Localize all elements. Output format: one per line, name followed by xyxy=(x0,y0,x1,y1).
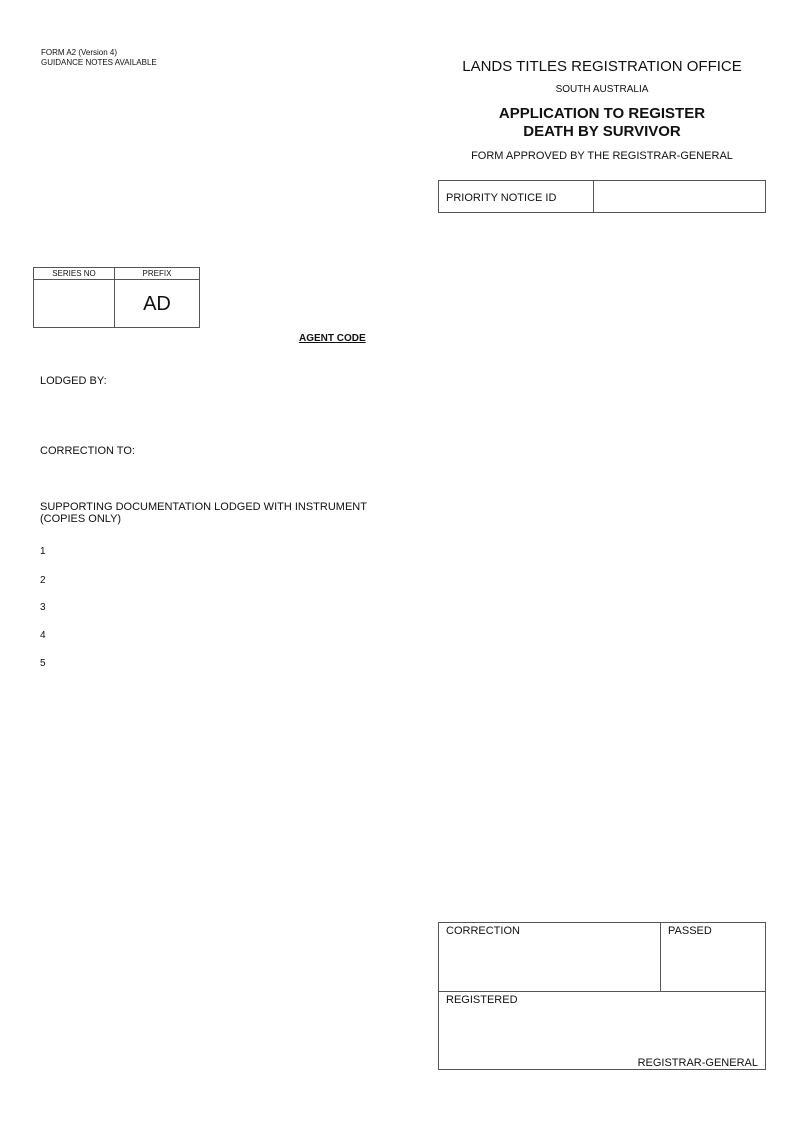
correction-cell xyxy=(439,923,661,992)
form-identifier xyxy=(41,48,157,68)
document-item-number: 2 xyxy=(40,575,46,586)
series-column xyxy=(34,268,115,327)
prefix-value: AD xyxy=(143,293,171,315)
form-title xyxy=(438,105,766,141)
correction-to-label: CORRECTION TO: xyxy=(40,445,135,457)
registered-cell xyxy=(439,992,765,1069)
supporting-line2: (COPIES ONLY) xyxy=(40,513,122,525)
office-title: LANDS TITLES REGISTRATION OFFICE xyxy=(462,58,742,75)
registered-label: REGISTERED xyxy=(446,994,518,1006)
series-no-label: SERIES NO xyxy=(34,268,114,280)
lodged-by-label: LODGED BY: xyxy=(40,375,107,387)
priority-notice-box xyxy=(438,180,766,213)
priority-notice-field[interactable] xyxy=(594,181,765,212)
guidance-notes: GUIDANCE NOTES AVAILABLE xyxy=(41,58,157,67)
form-approved-note: FORM APPROVED BY THE REGISTRAR-GENERAL xyxy=(471,150,733,162)
series-prefix-box xyxy=(33,267,200,328)
agent-code-label: AGENT CODE xyxy=(299,333,366,344)
passed-cell xyxy=(661,923,765,992)
series-no-field[interactable] xyxy=(34,280,114,328)
office-use-box xyxy=(438,922,766,1070)
passed-label: PASSED xyxy=(668,925,712,937)
correction-label: CORRECTION xyxy=(446,925,520,937)
office-state: SOUTH AUSTRALIA xyxy=(555,84,649,95)
priority-notice-label: PRIORITY NOTICE ID xyxy=(439,181,594,212)
document-item-number: 4 xyxy=(40,630,46,641)
prefix-column xyxy=(115,268,199,327)
registrar-general-label: REGISTRAR-GENERAL xyxy=(637,1057,758,1069)
document-item-number: 5 xyxy=(40,658,46,669)
prefix-label: PREFIX xyxy=(115,268,199,280)
supporting-line1: SUPPORTING DOCUMENTATION LODGED WITH INSTRUMENT xyxy=(40,501,367,513)
form-version: FORM A2 (Version 4) xyxy=(41,48,118,57)
form-title-line1: APPLICATION TO REGISTER xyxy=(498,105,706,122)
document-item-number: 3 xyxy=(40,602,46,613)
form-title-line2: DEATH BY SURVIVOR xyxy=(523,123,681,140)
supporting-documentation-heading xyxy=(40,501,367,525)
document-item-number: 1 xyxy=(40,546,46,557)
